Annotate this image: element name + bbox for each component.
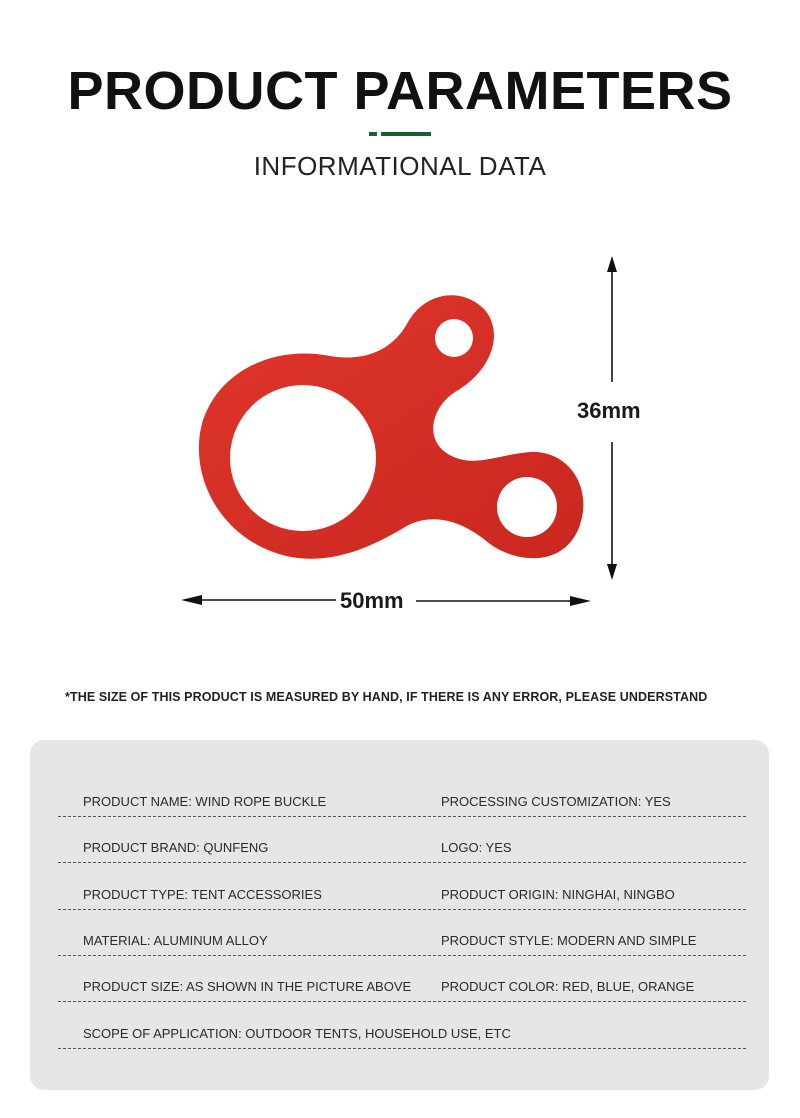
spec-customization: PROCESSING CUSTOMIZATION: YES	[441, 794, 671, 809]
spec-row	[58, 909, 746, 956]
spec-panel	[30, 740, 769, 1090]
spec-product-name: PRODUCT NAME: WIND ROPE BUCKLE	[83, 794, 327, 809]
spec-row	[58, 863, 746, 910]
spec-size: PRODUCT SIZE: AS SHOWN IN THE PICTURE ABOVE	[83, 979, 412, 994]
spec-row	[58, 816, 746, 863]
spec-material: MATERIAL: ALUMINUM ALLOY	[83, 933, 268, 948]
spec-style: PRODUCT STYLE: MODERN AND SIMPLE	[441, 933, 697, 948]
rope-buckle-shape	[199, 295, 584, 559]
page-subtitle: INFORMATIONAL DATA	[253, 151, 547, 181]
spec-color: PRODUCT COLOR: RED, BLUE, ORANGE	[441, 979, 695, 994]
title-accent-bar	[381, 132, 431, 136]
spec-row	[58, 955, 746, 1002]
spec-origin: PRODUCT ORIGIN: NINGHAI, NINGBO	[441, 887, 675, 902]
page-title: PRODUCT PARAMETERS	[67, 61, 733, 121]
spec-scope: SCOPE OF APPLICATION: OUTDOOR TENTS, HOUSEHOLD USE, ETC	[83, 1026, 511, 1041]
measurement-note: *THE SIZE OF THIS PRODUCT IS MEASURED BY HAND, IF THERE IS ANY ERROR, PLEASE UNDERSTAND	[65, 690, 708, 704]
spec-type: PRODUCT TYPE: TENT ACCESSORIES	[83, 887, 322, 902]
spec-row	[58, 1002, 746, 1049]
product-diagram	[0, 230, 800, 650]
product-illustration	[0, 230, 800, 650]
title-accent-dot	[369, 132, 377, 136]
spec-brand: PRODUCT BRAND: QUNFENG	[83, 840, 269, 855]
spec-row	[58, 770, 746, 817]
spec-logo: LOGO: YES	[441, 840, 512, 855]
height-dimension-label: 36mm	[577, 398, 641, 423]
width-dimension-label: 50mm	[340, 588, 404, 613]
